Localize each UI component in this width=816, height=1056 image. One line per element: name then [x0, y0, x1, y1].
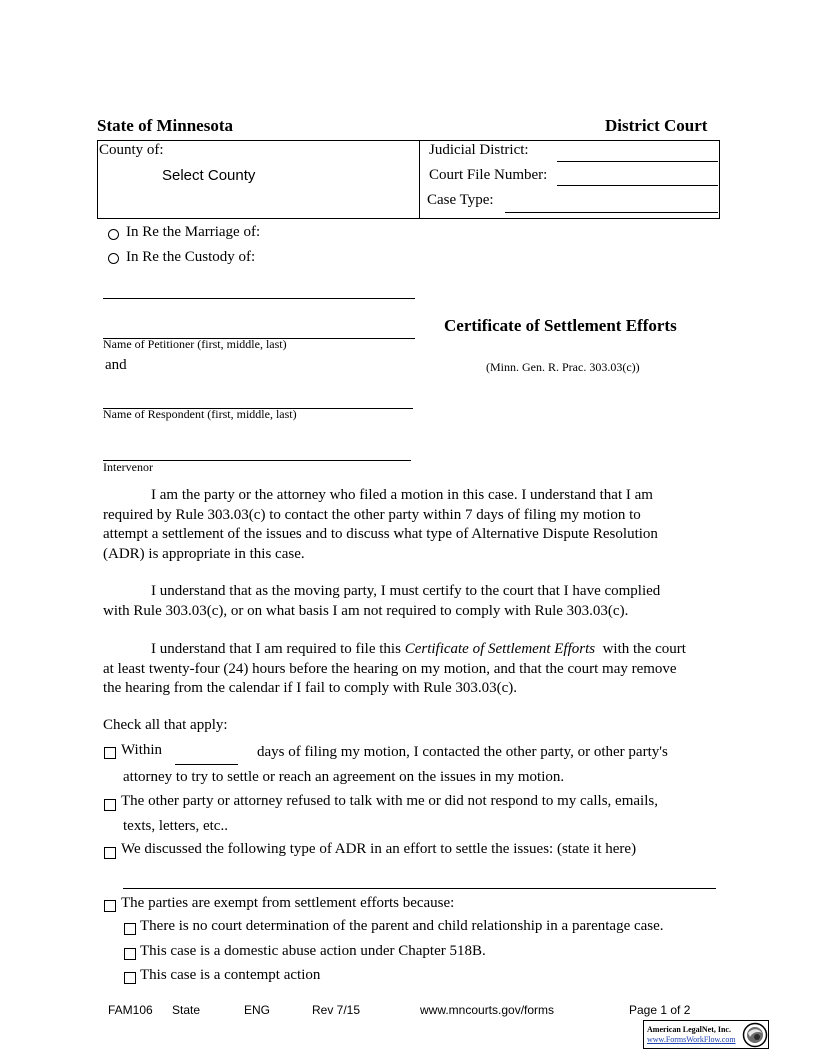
case-name-field[interactable] [103, 282, 415, 299]
caption-divider [419, 140, 420, 219]
county-label: County of: [99, 142, 164, 158]
county-select[interactable]: Select County [162, 167, 256, 184]
checkbox-exempt-parentage[interactable] [124, 923, 136, 935]
radio-custody[interactable] [108, 253, 119, 264]
within-label: Within [121, 742, 163, 758]
petitioner-label: Name of Petitioner (first, middle, last) [103, 337, 287, 351]
paragraph-1 [103, 486, 723, 564]
case-type-field[interactable] [505, 196, 718, 213]
footer-form-id: FAM106 [108, 1003, 153, 1017]
and-text: and [105, 357, 127, 373]
legalnet-logo[interactable] [643, 1020, 769, 1049]
exempt-contempt-label: This case is a contempt action [140, 967, 321, 983]
radio-marriage[interactable] [108, 229, 119, 240]
paragraph-2-line: I understand that as the moving party, I must certify to the court that I have complied [151, 583, 661, 599]
checkbox-exempt-contempt[interactable] [124, 972, 136, 984]
court-file-number-label: Court File Number: [429, 167, 548, 183]
within-days-field[interactable] [175, 748, 238, 765]
intervenor-name-field[interactable] [103, 444, 411, 461]
within-line-2: attorney to try to settle or reach an agreement on the issues in my motion. [123, 769, 565, 785]
court-file-number-field[interactable] [557, 169, 718, 186]
paragraph-3-line: at least twenty-four (24) hours before the hearing on my motion, and that the court may remove [103, 660, 677, 677]
within-after: days of filing my motion, I contacted the other party, or other party's [257, 744, 668, 760]
court-heading: District Court [605, 116, 708, 135]
check-intro: Check all that apply: [103, 717, 228, 733]
checkbox-within[interactable] [104, 747, 116, 759]
checkbox-adr[interactable] [104, 847, 116, 859]
paragraph-3-line [103, 640, 723, 660]
case-type-label: Case Type: [427, 192, 494, 208]
checkbox-exempt[interactable] [104, 900, 116, 912]
paragraph-3 [103, 640, 723, 699]
exempt-parentage-label: There is no court determination of the parent and child relationship in a parentage case. [140, 918, 664, 934]
intervenor-label: Intervenor [103, 460, 153, 474]
logo-company-name: American LegalNet, Inc. [647, 1025, 731, 1034]
exempt-label: The parties are exempt from settlement efforts because: [121, 895, 455, 911]
paragraph-2-line: with Rule 303.03(c), or on what basis I am not required to comply with Rule 303.03(c). [103, 602, 629, 619]
globe-icon [742, 1022, 768, 1048]
adr-description-field[interactable] [123, 872, 716, 889]
case-option-custody: In Re the Custody of: [126, 249, 256, 265]
judicial-district-label: Judicial District: [429, 142, 529, 158]
paragraph-2 [103, 582, 723, 621]
footer-state: State [172, 1003, 201, 1017]
adr-label: We discussed the following type of ADR in an effort to settle the issues: (state it here) [121, 841, 637, 857]
checkbox-refused[interactable] [104, 799, 116, 811]
paragraph-3-before: I understand that I am required to file this [151, 641, 401, 657]
footer-page-number: Page 1 of 2 [629, 1003, 691, 1017]
logo-url: www.FormsWorkFlow.com [647, 1035, 736, 1044]
paragraph-1-line: (ADR) is appropriate in this case. [103, 545, 305, 562]
paragraph-1-line: required by Rule 303.03(c) to contact the other party within 7 days of filing my motion to [103, 506, 641, 523]
state-heading: State of Minnesota [97, 116, 233, 135]
exempt-domestic-abuse-label: This case is a domestic abuse action under Chapter 518B. [140, 943, 486, 959]
judicial-district-field[interactable] [557, 145, 718, 162]
paragraph-3-line: the hearing from the calendar if I fail to comply with Rule 303.03(c). [103, 680, 518, 696]
footer-url: www.mncourts.gov/forms [420, 1003, 555, 1017]
paragraph-3-after: with the court [602, 641, 686, 657]
paragraph-3-italic-title: Certificate of Settlement Efforts [404, 641, 596, 657]
checkbox-exempt-domestic-abuse[interactable] [124, 948, 136, 960]
refused-line-2: texts, letters, etc.. [123, 818, 228, 834]
refused-line-1: The other party or attorney refused to talk with me or did not respond to my calls, emails, [121, 793, 658, 809]
document-title: Certificate of Settlement Efforts [444, 316, 677, 335]
respondent-label: Name of Respondent (first, middle, last) [103, 407, 297, 421]
paragraph-1-line: attempt a settlement of the issues and to discuss what type of Alternative Dispute Resolution [103, 526, 658, 542]
rule-citation: (Minn. Gen. R. Prac. 303.03(c)) [486, 360, 640, 374]
case-option-marriage: In Re the Marriage of: [126, 224, 261, 240]
paragraph-1-line: I am the party or the attorney who filed a motion in this case. I understand that I am [151, 487, 653, 503]
footer-language: ENG [244, 1003, 271, 1017]
footer-revision: Rev 7/15 [312, 1003, 361, 1017]
